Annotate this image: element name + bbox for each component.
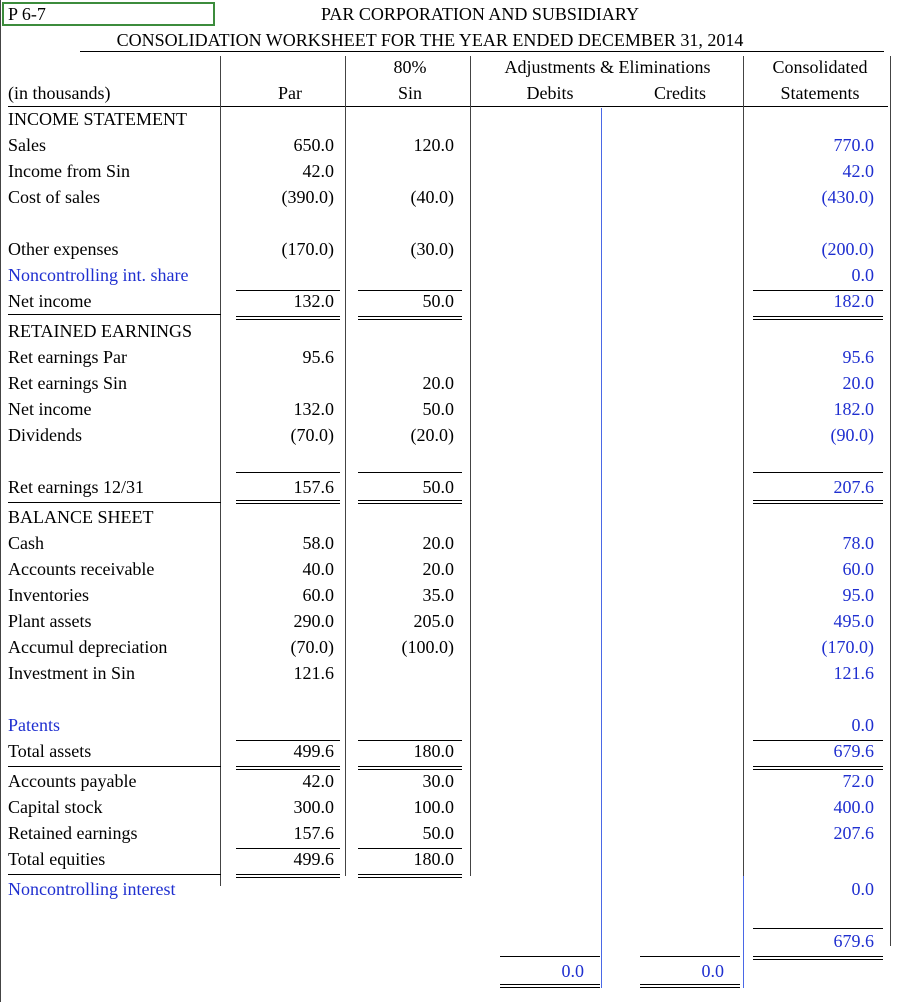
cell-par[interactable]: 157.6 <box>293 823 334 843</box>
cell-consolidated[interactable]: 495.0 <box>833 611 874 631</box>
row-label[interactable]: Total assets <box>8 741 92 761</box>
column-divider <box>470 56 471 876</box>
debit-column-divider <box>601 108 602 988</box>
total-double-underline <box>358 503 462 504</box>
total-underline <box>236 848 340 849</box>
column-divider <box>345 56 346 876</box>
header-debits: Debits <box>526 83 574 103</box>
total-underline <box>753 928 883 929</box>
header-credits: Credits <box>654 83 706 103</box>
total-double-underline <box>753 503 883 504</box>
cell-par[interactable]: 60.0 <box>302 585 334 605</box>
cell-sin[interactable]: 30.0 <box>422 771 454 791</box>
title-underline <box>80 51 884 52</box>
cell-consolidated[interactable]: 400.0 <box>833 797 874 817</box>
total-underline <box>753 740 883 741</box>
row-label[interactable]: Accounts receivable <box>8 559 155 579</box>
cell-sin[interactable]: 50.0 <box>422 399 454 419</box>
cell-consolidated[interactable]: (200.0) <box>821 239 874 259</box>
cell-sin[interactable]: 50.0 <box>422 291 454 311</box>
header-underline <box>8 106 888 107</box>
cell-consolidated[interactable]: 0.0 <box>851 715 874 735</box>
cell-par[interactable]: 42.0 <box>302 161 334 181</box>
cell-consolidated[interactable]: 42.0 <box>842 161 874 181</box>
total-underline <box>358 316 462 317</box>
row-label[interactable]: Capital stock <box>8 797 103 817</box>
cell-sin[interactable]: 50.0 <box>422 477 454 497</box>
cell-consolidated[interactable]: 207.6 <box>833 477 874 497</box>
cell-par[interactable]: 290.0 <box>293 611 334 631</box>
total-underline <box>358 766 462 767</box>
cell-consolidated[interactable]: 72.0 <box>842 771 874 791</box>
cell-par[interactable]: 132.0 <box>293 291 334 311</box>
total-double-underline <box>236 877 340 878</box>
total-underline <box>753 290 883 291</box>
total-underline <box>753 766 883 767</box>
row-label[interactable]: Retained earnings <box>8 823 138 843</box>
total-double-underline <box>358 769 462 770</box>
cell-consolidated[interactable]: 679.6 <box>833 741 874 761</box>
cell-sin[interactable]: 180.0 <box>413 741 454 761</box>
row-label[interactable]: INCOME STATEMENT <box>8 109 188 129</box>
row-label[interactable]: Investment in Sin <box>8 663 135 683</box>
total-underline <box>236 316 340 317</box>
total-underline <box>358 740 462 741</box>
cell-sin[interactable]: (30.0) <box>410 239 454 259</box>
column-divider <box>890 56 891 946</box>
cell-par[interactable]: 42.0 <box>302 771 334 791</box>
total-underline <box>753 472 883 473</box>
row-label[interactable]: Ret earnings Sin <box>8 373 127 393</box>
cell-consolidated[interactable]: 207.6 <box>833 823 874 843</box>
total-underline <box>358 500 462 501</box>
total-underline <box>500 956 600 957</box>
cell-consolidated[interactable]: 0.0 <box>851 265 874 285</box>
total-underline <box>358 472 462 473</box>
cell-consolidated[interactable]: 182.0 <box>833 399 874 419</box>
row-label[interactable]: Dividends <box>8 425 82 445</box>
cell-consolidated[interactable]: 770.0 <box>833 135 874 155</box>
header-adjustments: Adjustments & Eliminations <box>504 57 711 77</box>
row-label[interactable]: Ret earnings 12/31 <box>8 477 144 497</box>
cell-par[interactable]: (170.0) <box>281 239 334 259</box>
row-label[interactable]: Ret earnings Par <box>8 347 127 367</box>
total-underline <box>358 874 462 875</box>
total-double-underline <box>236 319 340 320</box>
cell-par[interactable]: 132.0 <box>293 399 334 419</box>
cell-sin[interactable]: 20.0 <box>422 373 454 393</box>
cell-par[interactable]: 499.6 <box>293 741 334 761</box>
cell-sin[interactable]: 100.0 <box>413 797 454 817</box>
title-worksheet: CONSOLIDATION WORKSHEET FOR THE YEAR ENDED DECEMBER 31, 2014 <box>116 30 744 50</box>
total-double-underline <box>753 319 883 320</box>
cell-consolidated[interactable]: 95.0 <box>842 585 874 605</box>
total-debits[interactable]: 0.0 <box>561 961 584 981</box>
total-underline <box>236 740 340 741</box>
row-label[interactable]: Other expenses <box>8 239 119 259</box>
cell-ref[interactable]: P 6-7 <box>8 4 46 24</box>
cell-consolidated[interactable]: (170.0) <box>821 637 874 657</box>
cell-par[interactable]: 95.6 <box>302 347 334 367</box>
row-label[interactable]: Patents <box>8 715 60 735</box>
cell-sin[interactable]: 50.0 <box>422 823 454 843</box>
total-double-underline <box>753 959 883 960</box>
total-underline <box>358 290 462 291</box>
total-underline <box>500 984 600 985</box>
section-divider <box>8 766 221 767</box>
cell-consolidated[interactable]: (90.0) <box>830 425 874 445</box>
cell-consolidated[interactable]: 20.0 <box>842 373 874 393</box>
cell-par[interactable]: 40.0 <box>302 559 334 579</box>
cell-par[interactable]: 157.6 <box>293 477 334 497</box>
total-double-underline <box>500 987 600 988</box>
row-label[interactable]: Cost of sales <box>8 187 100 207</box>
header-units: (in thousands) <box>8 83 111 103</box>
total-underline <box>236 766 340 767</box>
section-divider <box>8 314 221 315</box>
cell-consolidated[interactable]: 78.0 <box>842 533 874 553</box>
cell-sin[interactable]: 120.0 <box>413 135 454 155</box>
total-double-underline <box>358 319 462 320</box>
cell-consolidated[interactable]: 182.0 <box>833 291 874 311</box>
cell-consolidated[interactable]: 60.0 <box>842 559 874 579</box>
cell-sin[interactable]: 20.0 <box>422 559 454 579</box>
total-double-underline <box>753 769 883 770</box>
row-label[interactable]: Inventories <box>8 585 89 605</box>
row-label[interactable]: Net income <box>8 399 92 419</box>
cell-par[interactable]: 300.0 <box>293 797 334 817</box>
cell-sin[interactable]: 20.0 <box>422 533 454 553</box>
total-underline <box>753 500 883 501</box>
credit-column-divider <box>743 876 744 988</box>
cell-sin[interactable]: 35.0 <box>422 585 454 605</box>
cell-par[interactable]: 121.6 <box>293 663 334 683</box>
cell-par[interactable]: 499.6 <box>293 849 334 869</box>
total-double-underline <box>236 769 340 770</box>
column-divider <box>220 56 221 886</box>
cell-sin[interactable]: 205.0 <box>413 611 454 631</box>
row-label[interactable]: Noncontrolling interest <box>8 879 176 899</box>
row-label[interactable]: Cash <box>8 533 44 553</box>
column-divider <box>743 56 744 976</box>
total-underline <box>236 500 340 501</box>
cell-consolidated[interactable]: 121.6 <box>833 663 874 683</box>
cell-par[interactable]: (70.0) <box>290 637 334 657</box>
row-label[interactable]: BALANCE SHEET <box>8 507 154 527</box>
row-label[interactable]: Accounts payable <box>8 771 137 791</box>
cell-sin[interactable]: (40.0) <box>410 187 454 207</box>
row-label[interactable]: Total equities <box>8 849 106 869</box>
total-double-underline <box>236 503 340 504</box>
title-company: PAR CORPORATION AND SUBSIDIARY <box>321 4 639 24</box>
cell-sin[interactable]: (100.0) <box>401 637 454 657</box>
row-label[interactable]: Sales <box>8 135 46 155</box>
total-underline <box>753 316 883 317</box>
row-label[interactable]: RETAINED EARNINGS <box>8 321 193 341</box>
header-sin-pct: 80% <box>393 57 427 77</box>
total-underline <box>640 956 740 957</box>
row-label[interactable]: Noncontrolling int. share <box>8 265 189 285</box>
sheet-edge <box>0 0 1 1002</box>
total-double-underline <box>358 877 462 878</box>
section-divider <box>8 502 221 503</box>
cell-consolidated[interactable]: 0.0 <box>851 879 874 899</box>
header-sin: Sin <box>397 83 422 103</box>
cell-consolidated[interactable]: 95.6 <box>842 347 874 367</box>
total-underline <box>236 874 340 875</box>
cell-consolidated[interactable]: 679.6 <box>833 931 874 951</box>
header-consolidated: Consolidated <box>772 57 868 77</box>
row-label[interactable]: Accumul depreciation <box>8 637 168 657</box>
cell-par[interactable]: (70.0) <box>290 425 334 445</box>
section-divider <box>8 874 221 875</box>
row-label[interactable]: Plant assets <box>8 611 92 631</box>
total-underline <box>358 848 462 849</box>
cell-consolidated[interactable]: (430.0) <box>821 187 874 207</box>
total-double-underline <box>640 987 740 988</box>
row-label[interactable]: Income from Sin <box>8 161 130 181</box>
header-statements: Statements <box>780 83 860 103</box>
cell-sin[interactable]: 180.0 <box>413 849 454 869</box>
total-underline <box>753 956 883 957</box>
header-par: Par <box>278 83 302 103</box>
total-underline <box>640 984 740 985</box>
cell-par[interactable]: 58.0 <box>302 533 334 553</box>
row-label[interactable]: Net income <box>8 291 92 311</box>
total-credits[interactable]: 0.0 <box>701 961 724 981</box>
total-underline <box>236 290 340 291</box>
cell-par[interactable]: 650.0 <box>293 135 334 155</box>
cell-par[interactable]: (390.0) <box>281 187 334 207</box>
total-underline <box>236 472 340 473</box>
cell-sin[interactable]: (20.0) <box>410 425 454 445</box>
